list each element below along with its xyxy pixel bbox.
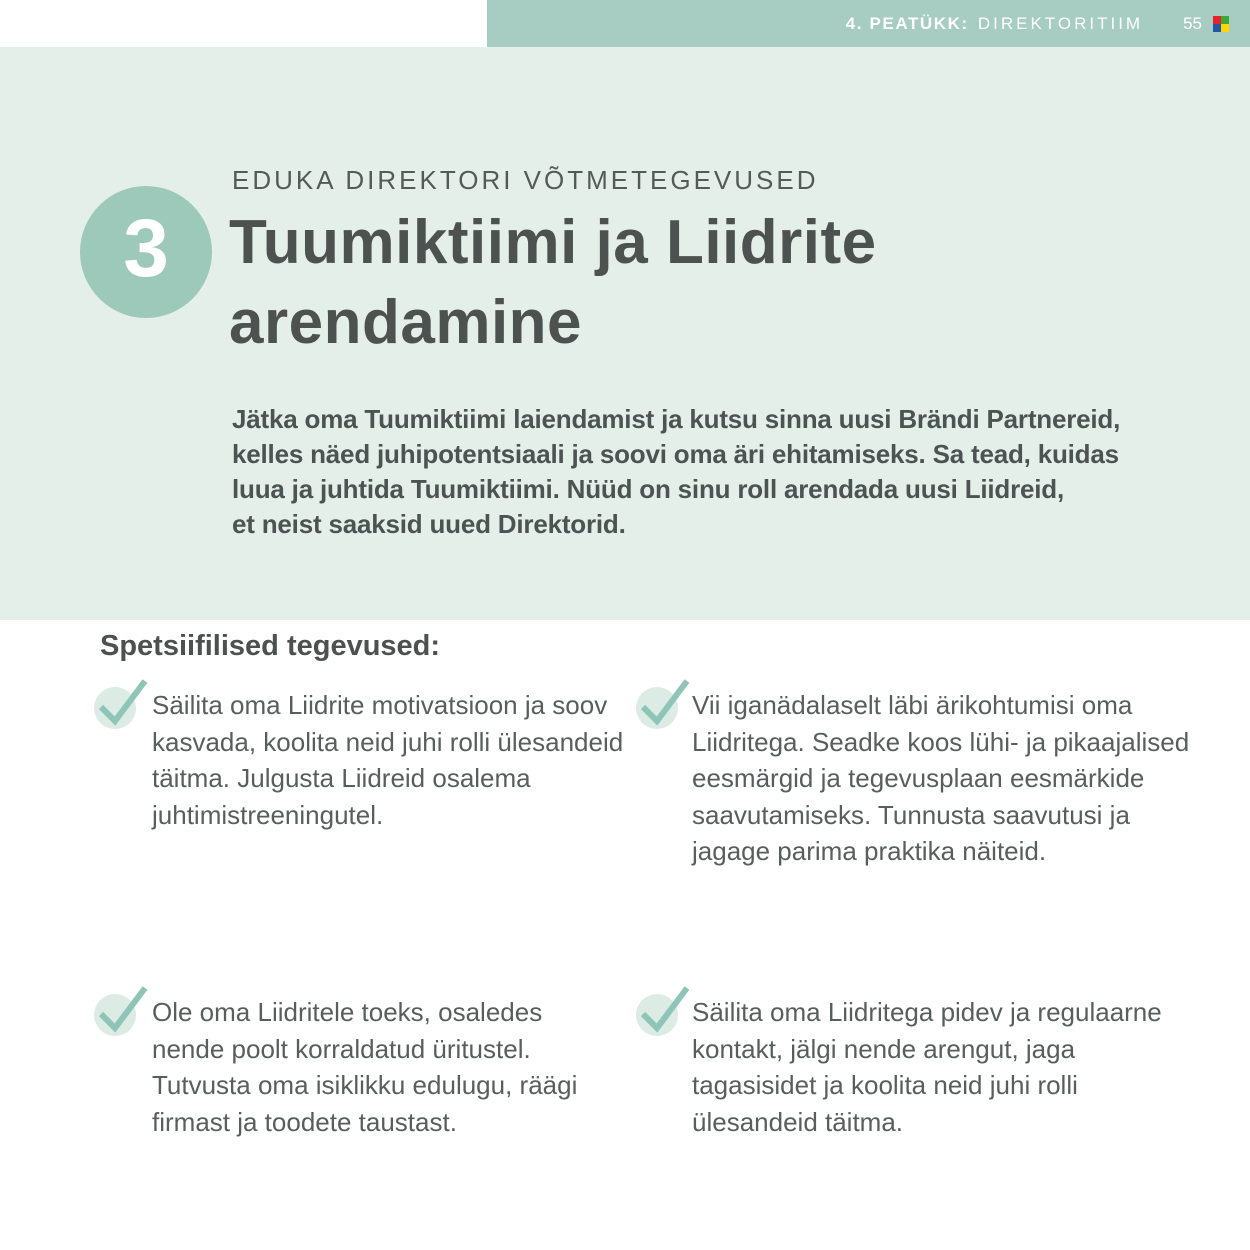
checklist-item: Vii iganädalaselt läbi ärikohtumisi oma Liidritega. Seadke koos lühi- ja pikaajalised eesmärgid ja tegevusplaan eesmärkide saavutamiseks. Tunnusta saavutusi ja jagage parima praktika näiteid. [692,690,1190,866]
chapter-label: 4. PEATÜKK: [845,13,969,33]
logo-square-yellow [1221,24,1229,32]
brand-logo-icon [1213,16,1229,32]
intro-line-4: et neist saaksid uued Direktorid. [232,509,626,539]
intro-line-3: luua ja juhtida Tuumiktiimi. Nüüd on sinu roll arendada uusi Liidreid, [232,474,1065,504]
logo-square-green [1221,16,1229,24]
page-title-line-1: Tuumiktiimi ja Liidrite [229,208,877,277]
checklist-item: Säilita oma Liidritega pidev ja regulaarne kontakt, jälgi nende arengut, jaga tagasisidet ja koolita neid juhi rolli ülesandeid täitma. [692,997,1162,1137]
checklist-item: Ole oma Liidritele toeks, osaledes nende poolt korraldatud üritustel. Tutvusta oma isiklikku edulugu, räägi firmast ja toodete taustast. [152,997,578,1137]
chapter-header-bar [487,0,1250,47]
hero-section [0,47,1250,620]
intro-paragraph [232,402,1120,542]
check-icon [92,678,150,730]
eyebrow-heading: EDUKA DIREKTORI VÕTMETEGEVUSED [232,165,819,195]
chapter-title: DIREKTORITIIM [977,13,1144,33]
intro-line-2: kelles näed juhipotentsiaali ja soovi oma äri ehitamiseks. Sa tead, kuidas [232,439,1119,469]
logo-square-red [1213,16,1221,24]
logo-square-blue [1213,24,1221,32]
page-title-line-2: arendamine [229,288,583,357]
section-heading: Spetsiifilised tegevused: [100,630,441,662]
check-icon [92,985,150,1037]
step-number: 3 [123,203,169,294]
step-number-badge [80,186,212,318]
page-number: 55 [1183,13,1202,33]
intro-line-1: Jätka oma Tuumiktiimi laiendamist ja kutsu sinna uusi Brändi Partnereid, [232,404,1121,434]
checklist-item: Säilita oma Liidrite motivatsioon ja soov kasvada, koolita neid juhi rolli ülesandeid täitma. Julgusta Liidreid osalema juhtimistreeningutel. [152,690,624,830]
check-icon [634,985,692,1037]
check-icon [634,678,692,730]
page-title [229,203,877,363]
